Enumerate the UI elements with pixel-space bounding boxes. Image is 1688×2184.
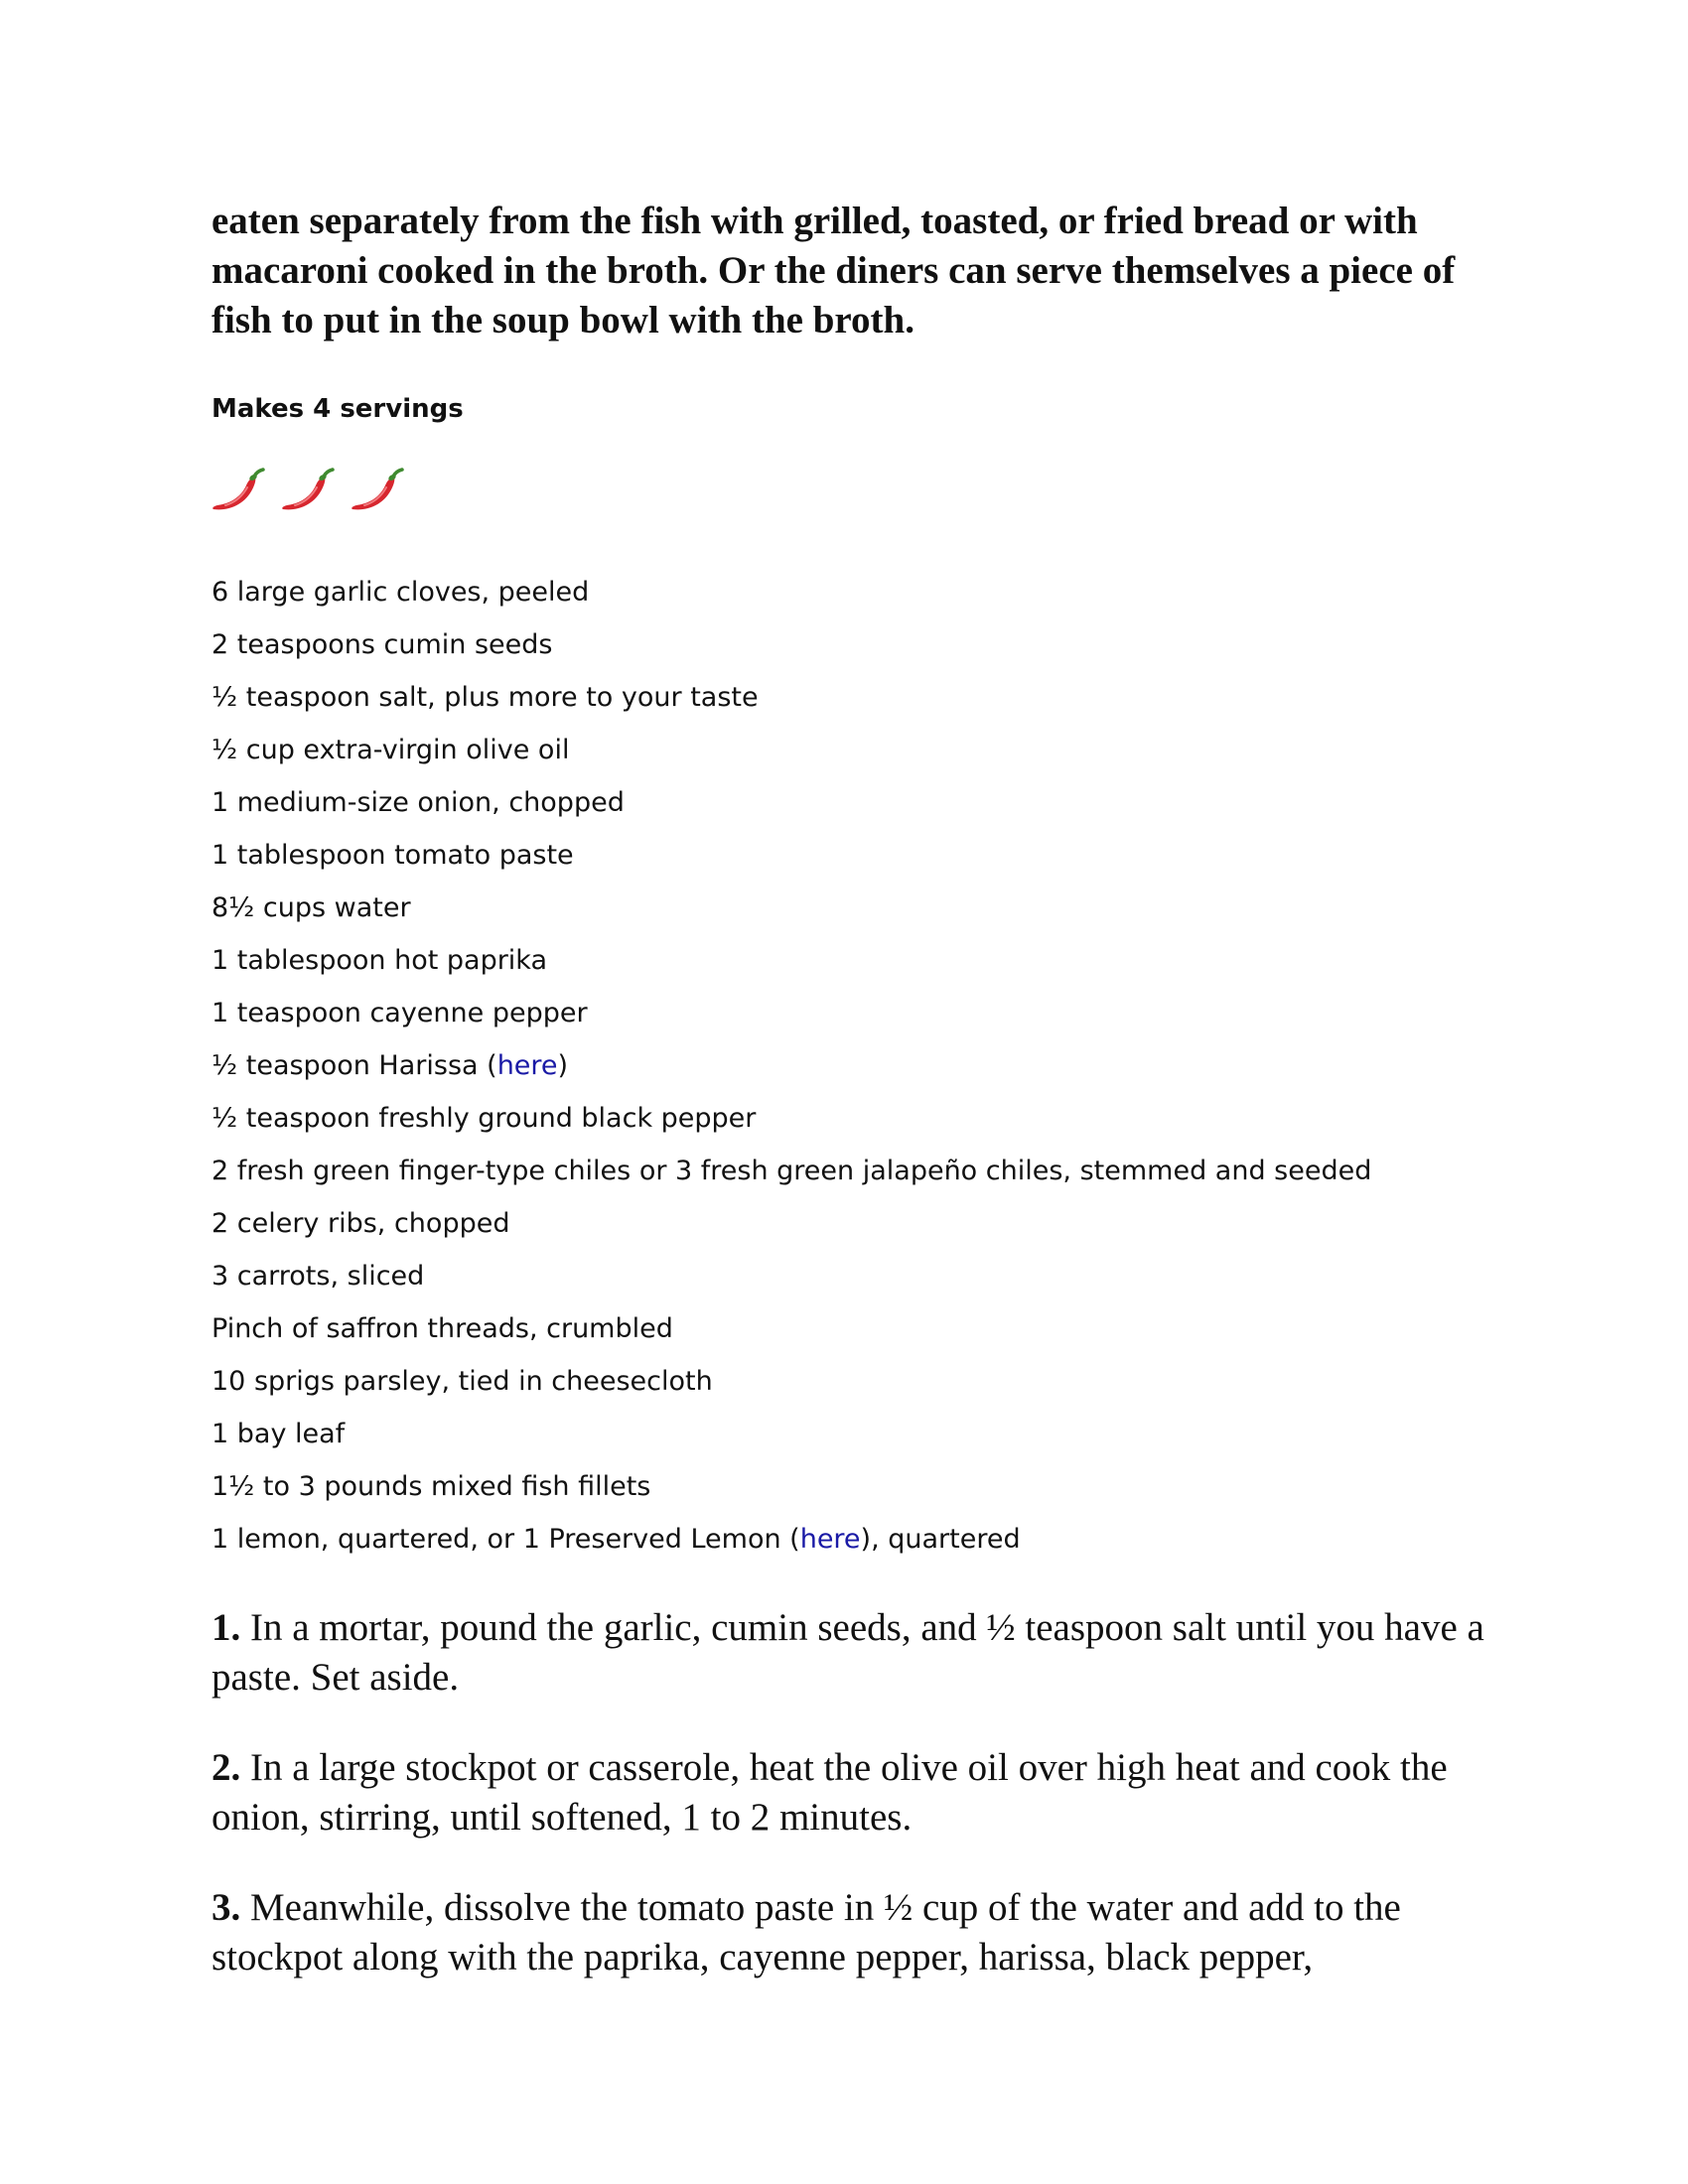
cross-reference-link[interactable]: here <box>496 1050 558 1081</box>
method-step <box>211 1883 1492 1982</box>
ingredient-text: ) <box>557 1050 569 1081</box>
step-text: Meanwhile, dissolve the tomato paste in ½ cup of the water and add to the stockpot along with the paprika, cayenne pepper, harissa, black pepper, <box>211 1886 1401 1979</box>
ingredient-item: ½ teaspoon freshly ground black pepper <box>211 1103 757 1134</box>
step-number: 1. <box>211 1606 241 1649</box>
chile-pepper-icon <box>281 466 337 515</box>
ingredient-text: 1 lemon, quartered, or 1 Preserved Lemon ( <box>211 1524 800 1555</box>
ingredient-item: 3 carrots, sliced <box>211 1261 425 1292</box>
ingredient-item: 6 large garlic cloves, peeled <box>211 577 590 608</box>
step-number: 2. <box>211 1746 241 1789</box>
ingredient-item: 1 tablespoon tomato paste <box>211 840 574 871</box>
ingredient-item: 1 tablespoon hot paprika <box>211 945 548 976</box>
heat-rating <box>211 461 1492 520</box>
recipe-page <box>211 197 1492 2023</box>
ingredient-item: 2 celery ribs, chopped <box>211 1208 510 1239</box>
ingredient-text: ), quartered <box>860 1524 1021 1555</box>
method-step <box>211 1743 1492 1843</box>
method-steps <box>211 1603 1492 1982</box>
ingredient-item: 8½ cups water <box>211 892 411 923</box>
ingredient-text: ½ teaspoon Harissa ( <box>211 1050 497 1081</box>
intro-paragraph: eaten separately from the fish with grilled, toasted, or fried bread or with macaroni cooked in the broth. Or the diners can serve themselves a piece of fish to put in the soup bowl with the broth. <box>211 200 1456 341</box>
ingredient-item: 10 sprigs parsley, tied in cheesecloth <box>211 1366 713 1397</box>
ingredient-item: ½ teaspoon salt, plus more to your taste <box>211 682 759 713</box>
chile-pepper-icon <box>211 466 267 515</box>
servings-label: Makes 4 servings <box>211 394 464 424</box>
ingredient-item: ½ cup extra-virgin olive oil <box>211 735 570 765</box>
ingredient-item <box>211 1039 1492 1092</box>
ingredient-item: 1 medium-size onion, chopped <box>211 787 625 818</box>
cross-reference-link[interactable]: here <box>799 1524 861 1555</box>
ingredient-item: Pinch of saffron threads, crumbled <box>211 1313 673 1344</box>
chile-pepper-icon <box>351 466 406 515</box>
method-step <box>211 1603 1492 1703</box>
ingredient-item <box>211 1513 1492 1566</box>
step-number: 3. <box>211 1886 241 1929</box>
ingredient-item: 1 teaspoon cayenne pepper <box>211 998 588 1028</box>
step-text: In a mortar, pound the garlic, cumin seeds, and ½ teaspoon salt until you have a paste. Set aside. <box>211 1606 1484 1699</box>
step-text: In a large stockpot or casserole, heat the olive oil over high heat and cook the onion, stirring, until softened, 1 to 2 minutes. <box>211 1746 1448 1839</box>
ingredient-item: 2 fresh green finger-type chiles or 3 fresh green jalapeño chiles, stemmed and seeded <box>211 1156 1372 1186</box>
ingredient-item: 1 bay leaf <box>211 1419 346 1449</box>
ingredient-list <box>211 566 1492 1566</box>
ingredient-item: 2 teaspoons cumin seeds <box>211 629 553 660</box>
ingredient-item: 1½ to 3 pounds mixed fish fillets <box>211 1471 651 1502</box>
